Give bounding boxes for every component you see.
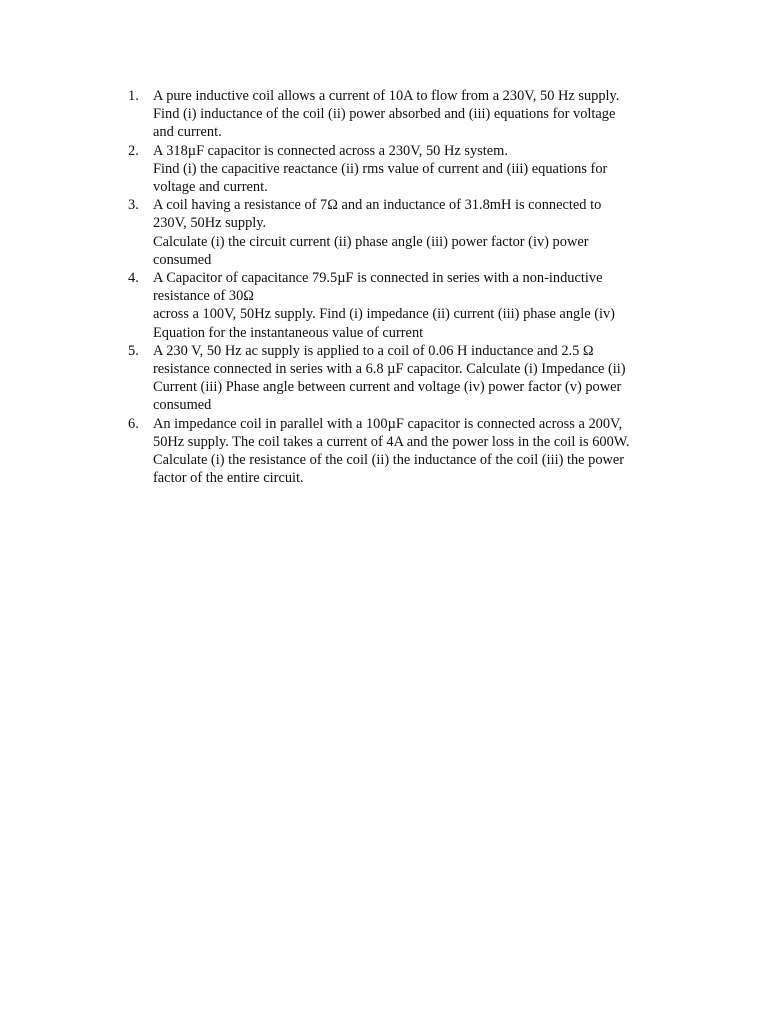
problem-text-line: Calculate (i) the resistance of the coil (ii) the inductance of the coil (iii) the power	[153, 452, 625, 469]
problem-text-line: consumed	[153, 251, 212, 268]
problem-text-line: and current.	[153, 124, 222, 141]
problem-text-line: Find (i) inductance of the coil (ii) power absorbed and (iii) equations for voltage	[153, 106, 616, 123]
problem-number: 1.	[128, 88, 139, 104]
problem-item-4	[126, 269, 686, 342]
problem-text-line: 50Hz supply. The coil takes a current of 4A and the power loss in the coil is 600W.	[153, 433, 630, 450]
problem-text-line: A coil having a resistance of 7Ω and an inductance of 31.8mH is connected to	[153, 197, 602, 214]
problem-number: 4.	[128, 270, 139, 287]
problem-list	[126, 87, 686, 487]
problem-text-line: A 318µF capacitor is connected across a 230V, 50 Hz system.	[153, 142, 508, 159]
problem-item-3	[126, 196, 686, 269]
problem-number: 2.	[128, 142, 139, 159]
problem-item-5	[126, 342, 686, 415]
problem-text-line: A pure inductive coil allows a current of 10A to flow from a 230V, 50 Hz supply.	[153, 88, 620, 104]
problem-text-line: 230V, 50Hz supply.	[153, 215, 267, 232]
problem-text-line: A 230 V, 50 Hz ac supply is applied to a coil of 0.06 H inductance and 2.5 Ω	[153, 342, 594, 359]
problem-text-line: consumed	[153, 397, 212, 414]
problem-number: 6.	[128, 415, 139, 432]
problem-number: 3.	[128, 197, 139, 214]
problem-text-line: resistance of 30Ω	[153, 288, 255, 305]
problem-text-line: Current (iii) Phase angle between current and voltage (iv) power factor (v) power	[153, 379, 622, 396]
problem-text-line: An impedance coil in parallel with a 100µF capacitor is connected across a 200V,	[153, 415, 623, 432]
problem-item-6	[126, 415, 686, 488]
problem-text-line: Calculate (i) the circuit current (ii) phase angle (iii) power factor (iv) power	[153, 233, 589, 250]
problem-text-line: Equation for the instantaneous value of current	[153, 324, 424, 341]
problem-text-line: voltage and current.	[153, 179, 268, 196]
problem-item-2	[126, 142, 686, 197]
problem-item-1	[126, 87, 686, 142]
problem-text-line: resistance connected in series with a 6.8 µF capacitor. Calculate (i) Impedance (ii)	[153, 361, 626, 378]
problem-number: 5.	[128, 342, 139, 359]
problem-text-line: factor of the entire circuit.	[153, 470, 304, 487]
problem-text-line: A Capacitor of capacitance 79.5µF is connected in series with a non-inductive	[153, 270, 603, 287]
problem-text-line: across a 100V, 50Hz supply. Find (i) impedance (ii) current (iii) phase angle (iv)	[153, 306, 615, 323]
problem-text-line: Find (i) the capacitive reactance (ii) rms value of current and (iii) equations for	[153, 160, 608, 177]
